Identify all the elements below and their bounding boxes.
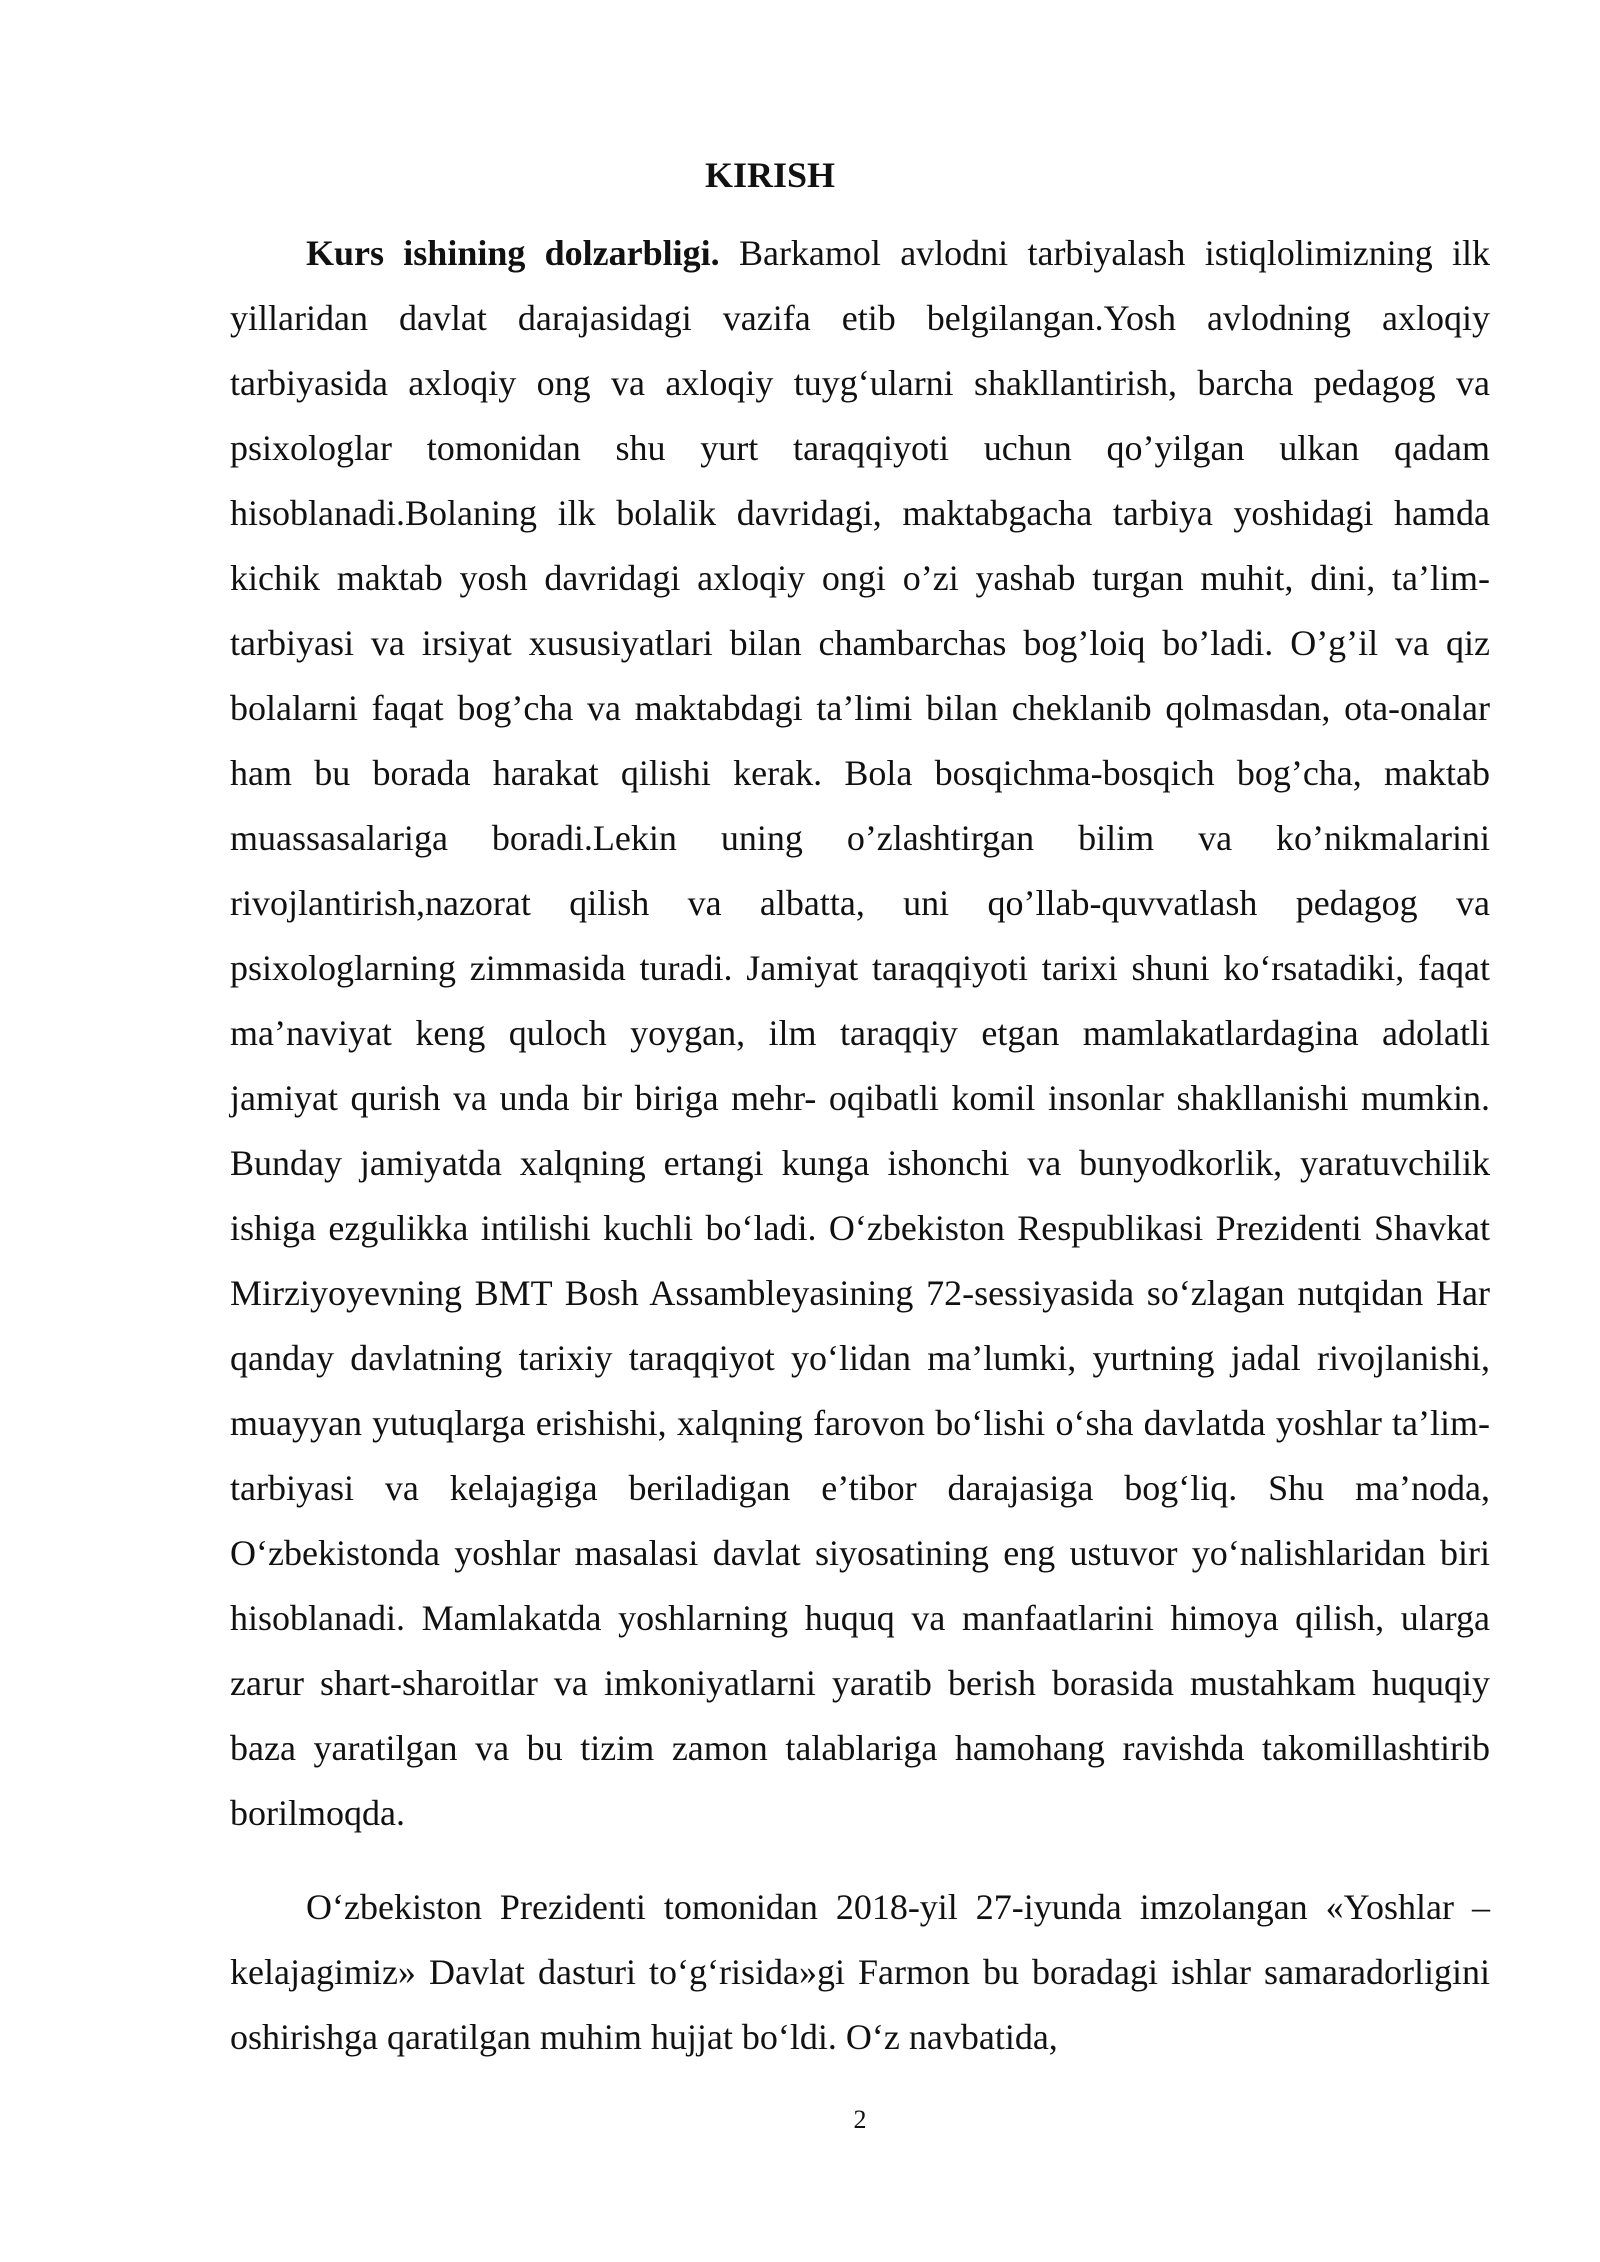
paragraph-text: Barkamol avlodni tarbiyalash istiqlolimizning ilk yillaridan davlat darajasidagi vazifa etib belgilangan.Yosh avlodning axloqiy tarbiyasida axloqiy ong va axloqiy tuyg‘ularni shakllantirish, barcha pedagog va psixologlar tomonidan shu yurt taraqqiyoti uchun qo’yilgan ulkan qadam hisoblanadi.Bolaning ilk bolalik davridagi, maktabgacha tarbiya yoshidagi hamda kichik maktab yosh davridagi axloqiy ongi o’zi yashab turgan muhit, dini, ta’lim-tarbiyasi va irsiyat xususiyatlari bilan chambarchas bog’loiq bo’ladi. O’g’il va qiz bolalarni faqat bog’cha va maktabdagi ta’limi bilan cheklanib qolmasdan, ota-onalar ham bu borada harakat qilishi kerak. Bola bosqichma-bosqich bog’cha, maktab muassasalariga boradi.Lekin uning o’zlashtirgan bilim va ko’nikmalarini rivojlantirish,nazorat qilish va albatta, uni qo’llab-quvvatlash pedagog va psixologlarning zimmasida turadi. Jamiyat taraqqiyoti tarixi shuni ko‘rsatadiki, faqat ma’naviyat keng quloch yoygan, ilm taraqqiy etgan mamlakatlardagina adolatli jamiyat qurish va unda bir biriga mehr- oqibatli komil insonlar shakllanishi mumkin. Bunday jamiyatda xalqning ertangi kunga ishonchi va bunyodkorlik, yaratuvchilik ishiga ezgulikka intilishi kuchli bo‘ladi. O‘zbekiston Respublikasi Prezidenti Shavkat Mirziyoyevning BMT Bosh Assambleyasining 72-sessiyasida so‘zlagan nutqidan Har qanday davlatning tarixiy taraqqiyot yo‘lidan ma’lumki, yurtning jadal rivojlanishi, muayyan yutuqlarga erishishi, xalqning farovon bo‘lishi o‘sha davlatda yoshlar ta’lim-tarbiyasi va kelajagiga beriladigan e’tibor darajasiga bog‘liq. Shu ma’noda, O‘zbekistonda yoshlar masalasi davlat siyosatining eng ustuvor yo‘nalishlaridan biri hisoblanadi. Mamlakatda yoshlarning huquq va manfaatlarini himoya qilish, ularga zarur shart-sharoitlar va imkoniyatlarni yaratib berish borasida mustahkam huquqiy baza yaratilgan va bu tizim zamon talablariga hamohang ravishda takomillashtirib borilmoqda.	[230, 233, 1490, 1833]
paragraph-introduction	[230, 221, 1490, 1846]
paragraph-lead-bold: Kurs ishining dolzarbligi.	[306, 233, 720, 273]
paragraph-decree: O‘zbekiston Prezidenti tomonidan 2018-yil 27-iyunda imzolangan «Yoshlar – kelajagimiz» Davlat dasturi to‘g‘risida»gi Farmon bu boradagi ishlar samaradorligini oshirishga qaratilgan muhim hujjat bo‘ldi. O‘z navbatida,	[230, 1887, 1490, 2057]
section-heading: KIRISH	[704, 155, 836, 195]
page-number: 2	[853, 2105, 867, 2134]
